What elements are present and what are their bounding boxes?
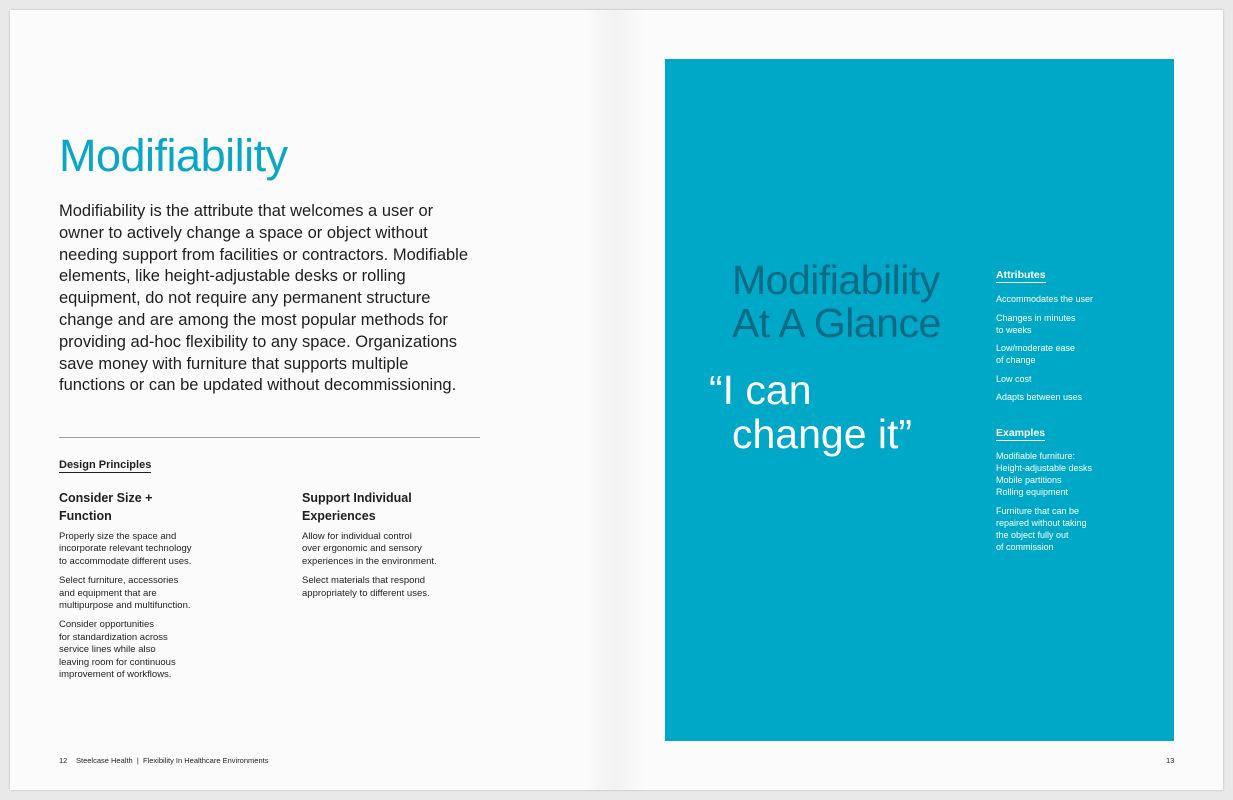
attribute-item: Low cost (996, 373, 1032, 384)
section-divider (59, 437, 480, 438)
attributes-heading: Attributes (996, 269, 1046, 281)
page-title: Modifiability (59, 130, 288, 181)
attribute-item: Adapts between uses (996, 392, 1083, 402)
principle-paragraph: Select furniture, accessories and equipment that are multipurpose and multifunction. (59, 575, 191, 612)
principle-column-individual-experiences (302, 490, 477, 607)
design-principles-heading: Design Principles (59, 459, 152, 471)
attributes-list (996, 293, 1126, 410)
examples-heading-wrap (996, 423, 1045, 441)
attribute-item: Accommodates the user (996, 294, 1094, 304)
principle-paragraph: Select materials that respond appropriately to different uses. (302, 575, 430, 599)
attributes-heading-wrap (996, 265, 1046, 283)
examples-list (996, 450, 1126, 559)
example-item: Furniture that can be repaired without taking the object fully out of commission (996, 505, 1087, 552)
principle-column-size-function (59, 490, 234, 688)
principle-heading: Consider Size + Function (59, 491, 153, 523)
examples-heading: Examples (996, 427, 1046, 439)
principle-paragraph: Properly size the space and incorporate relevant technology to accommodate different uses. (59, 531, 192, 567)
glance-title: Modifiability At A Glance (732, 257, 941, 346)
pull-quote: “I can change it” (709, 367, 913, 457)
attribute-item: Low/moderate ease of change (996, 343, 1076, 365)
attribute-item: Changes in minutes to weeks (996, 312, 1076, 335)
footer-text: Steelcase Health | Flexibility In Healthcare Environments (76, 756, 269, 765)
page-number-right: 13 (1166, 756, 1175, 765)
intro-paragraph: Modifiability is the attribute that welcomes a user or owner to actively change a space or object without needing support from facilities or contractors. Modifiable elements, like height-adjustable desks or rolling equipment, do not require any permanent structure change and are among the most popular methods for providing ad-hoc flexibility to any space. Organizations save money with furniture that supports multiple functions or can be updated without decommissioning. (59, 202, 469, 395)
page-number-left: 12 (59, 756, 68, 765)
brochure-spread (10, 10, 1223, 790)
footer-left (59, 756, 268, 765)
principle-paragraph: Allow for individual control over ergonomic and sensory experiences in the environment. (302, 531, 437, 567)
principle-paragraph: Consider opportunities for standardization across service lines while also leaving room for continuous improvement of workflows. (59, 619, 176, 681)
at-a-glance-panel (665, 59, 1174, 741)
page-gutter (585, 10, 645, 790)
example-item: Modifiable furniture: Height-adjustable desks Mobile partitions Rolling equipment (996, 451, 1093, 497)
principle-heading: Support Individual Experiences (302, 491, 412, 523)
